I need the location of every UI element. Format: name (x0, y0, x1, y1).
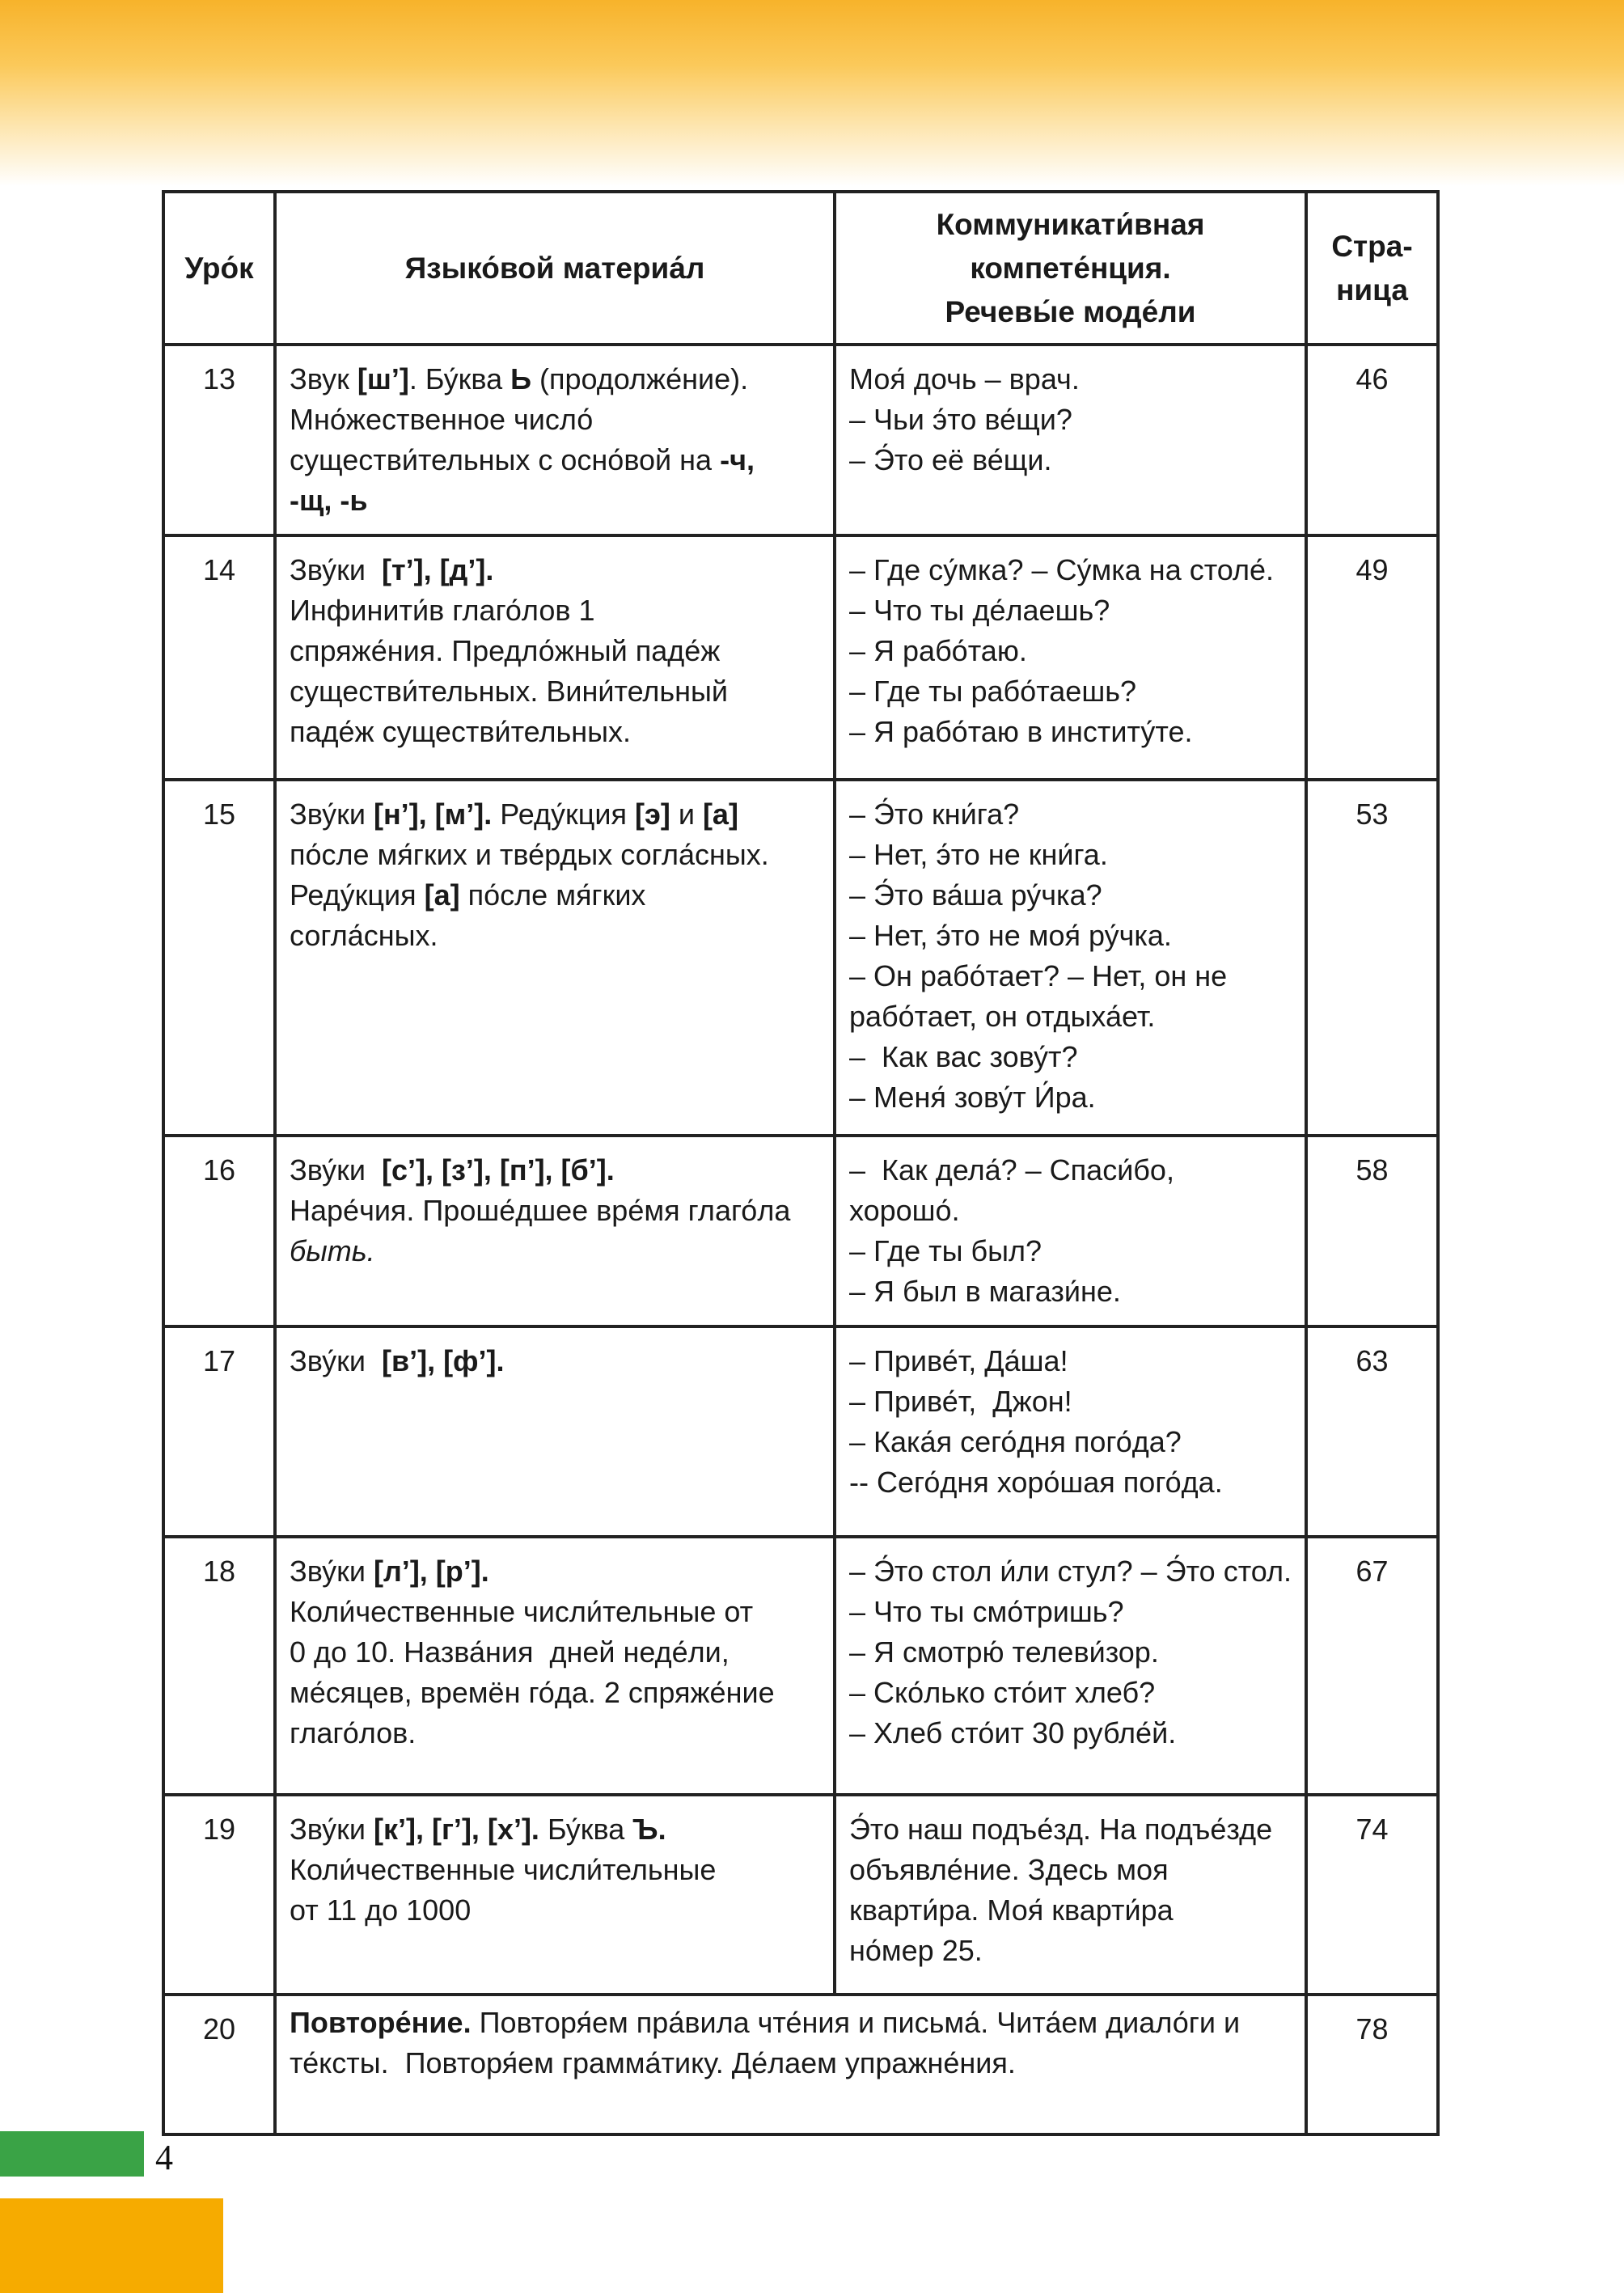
text-line (290, 1850, 820, 1890)
text-segment: Мно́жественное число́ (290, 403, 594, 436)
speech-line: – Я рабо́таю. (849, 634, 1027, 667)
header-lesson: Уро́к (163, 192, 275, 345)
bold-text: Ъ. (632, 1813, 666, 1846)
text-segment: Коли́чественные числи́тельные (290, 1853, 717, 1886)
text-line (290, 1341, 820, 1381)
lesson-row (163, 1995, 1438, 2134)
speech-line: -- Сего́дня хоро́шая пого́да. (849, 1466, 1223, 1499)
speech-line: – Как вас зову́т? (849, 1040, 1078, 1073)
page-ref: 46 (1306, 345, 1438, 535)
text-segment: Бу́ква (539, 1813, 633, 1846)
speech-models-cell (835, 1537, 1306, 1795)
language-material-cell (275, 780, 835, 1136)
text-line (290, 1551, 820, 1592)
page-ref: 67 (1306, 1537, 1438, 1795)
text-segment: по́сле мя́гких и тве́рдых согла́сных. (290, 838, 769, 871)
text-line (290, 1632, 820, 1673)
speech-line: – Э́то кни́га? (849, 797, 1020, 831)
speech-line: – Я был в магази́не. (849, 1275, 1121, 1308)
header-gradient-band (0, 0, 1624, 186)
text-line (290, 480, 820, 521)
speech-line: – Что ты смо́тришь? (849, 1595, 1124, 1628)
text-line (290, 440, 820, 480)
lesson-row (163, 345, 1438, 535)
speech-line: объявле́ние. Здесь моя (849, 1853, 1169, 1886)
text-line (290, 359, 820, 400)
speech-line: но́мер 25. (849, 1934, 983, 1967)
text-segment: Инфинити́в глаго́лов 1 (290, 594, 595, 627)
text-line (290, 1890, 820, 1931)
header-page: Стра- ница (1306, 192, 1438, 345)
speech-models-cell (835, 1136, 1306, 1326)
header-competence: Коммуникати́вная компете́нция. Речевы́е моде́ли (835, 192, 1306, 345)
text-segment: Повторя́ем пра́вила чте́ния и письма́. Чита́ем диало́ги и (471, 2006, 1241, 2039)
text-segment: Реду́кция (492, 797, 635, 831)
language-material-cell (275, 1795, 835, 1995)
text-segment: быть. (290, 1234, 375, 1267)
text-segment: 0 до 10. Назва́ния дней неде́ли, (290, 1635, 730, 1669)
speech-line: – Меня́ зову́т И́ра. (849, 1081, 1096, 1114)
text-line (290, 712, 820, 752)
text-line (290, 1231, 820, 1271)
text-line (290, 1150, 820, 1191)
text-segment: Зву́ки (290, 1153, 382, 1187)
contents-table (162, 190, 1440, 2136)
text-segment: Коли́чественные числи́тельные от (290, 1595, 754, 1628)
speech-line: – Как дела́? – Спаси́бо, хорошо́. (849, 1153, 1182, 1227)
lesson-number: 15 (163, 780, 275, 1136)
text-line (290, 1191, 820, 1231)
text-segment: и (670, 797, 703, 831)
language-material-cell (275, 345, 835, 535)
lesson-number: 20 (163, 1995, 275, 2134)
bold-text: Ь (510, 362, 532, 396)
text-segment: согла́сных. (290, 919, 438, 952)
text-line (290, 916, 820, 956)
speech-models-cell (835, 345, 1306, 535)
speech-line: – Я смотрю́ телеви́зор. (849, 1635, 1159, 1669)
text-segment: существи́тельных с осно́вой на (290, 443, 721, 476)
text-segment: . Бу́ква (408, 362, 511, 396)
speech-line: – Где су́мка? – Су́мка на столе́. (849, 553, 1275, 586)
lesson-number: 17 (163, 1326, 275, 1537)
review-cell (275, 1995, 1306, 2134)
text-segment: паде́ж существи́тельных. (290, 715, 632, 748)
page-ref: 53 (1306, 780, 1438, 1136)
speech-line: – Что ты де́лаешь? (849, 594, 1110, 627)
lesson-row (163, 780, 1438, 1136)
text-segment: Наре́чия. Проше́дшее вре́мя глаго́ла (290, 1194, 791, 1227)
text-segment: Зву́ки (290, 553, 382, 586)
text-line (290, 550, 820, 590)
speech-line: – Где ты рабо́таешь? (849, 675, 1136, 708)
text-line (290, 631, 820, 671)
language-material-cell (275, 1326, 835, 1537)
page-number: 4 (155, 2138, 173, 2177)
bold-text: [ш’] (357, 362, 409, 396)
language-material-cell (275, 1136, 835, 1326)
lesson-row (163, 1136, 1438, 1326)
text-segment: те́ксты. Повторя́ем грамма́тику. Де́лаем упражне́ния. (290, 2046, 1016, 2079)
bold-text: Повторе́ние. (290, 2006, 472, 2039)
bold-text: [н’], [м’]. (373, 797, 493, 831)
text-line (290, 400, 820, 440)
text-line (290, 590, 820, 631)
speech-line: Э́то наш подъе́зд. На подъе́зде (849, 1813, 1273, 1846)
text-segment: Звук (290, 362, 357, 396)
speech-models-cell (835, 1795, 1306, 1995)
speech-line: – Э́то стол и́ли стул? – Э́то стол. (849, 1555, 1292, 1588)
text-line (290, 875, 820, 916)
speech-models-cell (835, 1326, 1306, 1537)
text-segment: ме́сяцев, времён го́да. 2 спряже́ние (290, 1676, 775, 1709)
page-ref: 49 (1306, 535, 1438, 780)
speech-line: – Где ты был? (849, 1234, 1042, 1267)
bold-text: -ч, (720, 443, 755, 476)
text-segment: от 11 до 1000 (290, 1893, 472, 1927)
speech-line: – Приве́т, Да́ша! (849, 1344, 1068, 1377)
speech-line: – Я рабо́таю в институ́те. (849, 715, 1193, 748)
speech-line: – Ско́лько сто́ит хлеб? (849, 1676, 1156, 1709)
text-line (290, 835, 820, 875)
bold-text: [т’], [д’]. (381, 553, 494, 586)
bold-text: [э] (634, 797, 670, 831)
speech-line: – Приве́т, Джон! (849, 1385, 1072, 1418)
text-segment: спряже́ния. Предло́жный паде́ж (290, 634, 721, 667)
speech-line: – Нет, э́то не моя́ ру́чка. (849, 919, 1172, 952)
speech-line: – Э́то её ве́щи. (849, 443, 1052, 476)
speech-line: – Э́то ва́ша ру́чка? (849, 878, 1102, 912)
footer-orange-block (0, 2198, 223, 2293)
page-ref: 58 (1306, 1136, 1438, 1326)
speech-line: – Нет, э́то не кни́га. (849, 838, 1108, 871)
text-line (290, 794, 820, 835)
text-line (290, 2043, 1292, 2084)
speech-line: кварти́ра. Моя́ кварти́ра (849, 1893, 1174, 1927)
text-segment: Реду́кция (290, 878, 425, 912)
bold-text: -щ, -ь (290, 484, 368, 517)
text-segment: по́сле мя́гких (459, 878, 646, 912)
text-segment: Зву́ки (290, 1344, 382, 1377)
lesson-row (163, 1537, 1438, 1795)
speech-line: рабо́тает, он отдыха́ет. (849, 1000, 1156, 1033)
speech-models-cell (835, 780, 1306, 1136)
text-line (290, 2003, 1292, 2043)
speech-line: – Чьи э́то ве́щи? (849, 403, 1072, 436)
speech-line: – Кака́я сего́дня пого́да? (849, 1425, 1182, 1458)
lesson-number: 19 (163, 1795, 275, 1995)
speech-models-cell (835, 535, 1306, 780)
header-row (163, 192, 1438, 345)
speech-line: – Хлеб сто́ит 30 рубле́й. (849, 1716, 1177, 1749)
text-segment: Зву́ки (290, 797, 374, 831)
bold-text: [а] (424, 878, 460, 912)
text-segment: (продолже́ние). (531, 362, 749, 396)
text-segment: Зву́ки (290, 1813, 374, 1846)
speech-line: – Он рабо́тает? – Нет, он не (849, 959, 1228, 992)
text-line (290, 671, 820, 712)
lesson-row (163, 1795, 1438, 1995)
bold-text: [к’], [г’], [х’]. (373, 1813, 539, 1846)
lesson-row (163, 1326, 1438, 1537)
speech-line: Моя́ дочь – врач. (849, 362, 1080, 396)
page-ref: 78 (1306, 1995, 1438, 2134)
text-segment: Зву́ки (290, 1555, 374, 1588)
page-ref: 63 (1306, 1326, 1438, 1537)
text-segment: существи́тельных. Вини́тельный (290, 675, 729, 708)
lesson-number: 18 (163, 1537, 275, 1795)
text-line (290, 1809, 820, 1850)
bold-text: [в’], [ф’]. (381, 1344, 505, 1377)
language-material-cell (275, 535, 835, 780)
bold-text: [л’], [р’]. (373, 1555, 489, 1588)
page-ref: 74 (1306, 1795, 1438, 1995)
lesson-row (163, 535, 1438, 780)
bold-text: [а] (702, 797, 738, 831)
text-line (290, 1592, 820, 1632)
text-line (290, 1673, 820, 1713)
header-material: Языко́вой материа́л (275, 192, 835, 345)
lesson-number: 14 (163, 535, 275, 780)
text-segment: глаго́лов. (290, 1716, 417, 1749)
text-line (290, 1713, 820, 1754)
lesson-number: 16 (163, 1136, 275, 1326)
footer-green-bar (0, 2131, 144, 2177)
bold-text: [с’], [з’], [п’], [б’]. (381, 1153, 615, 1187)
language-material-cell (275, 1537, 835, 1795)
lesson-number: 13 (163, 345, 275, 535)
